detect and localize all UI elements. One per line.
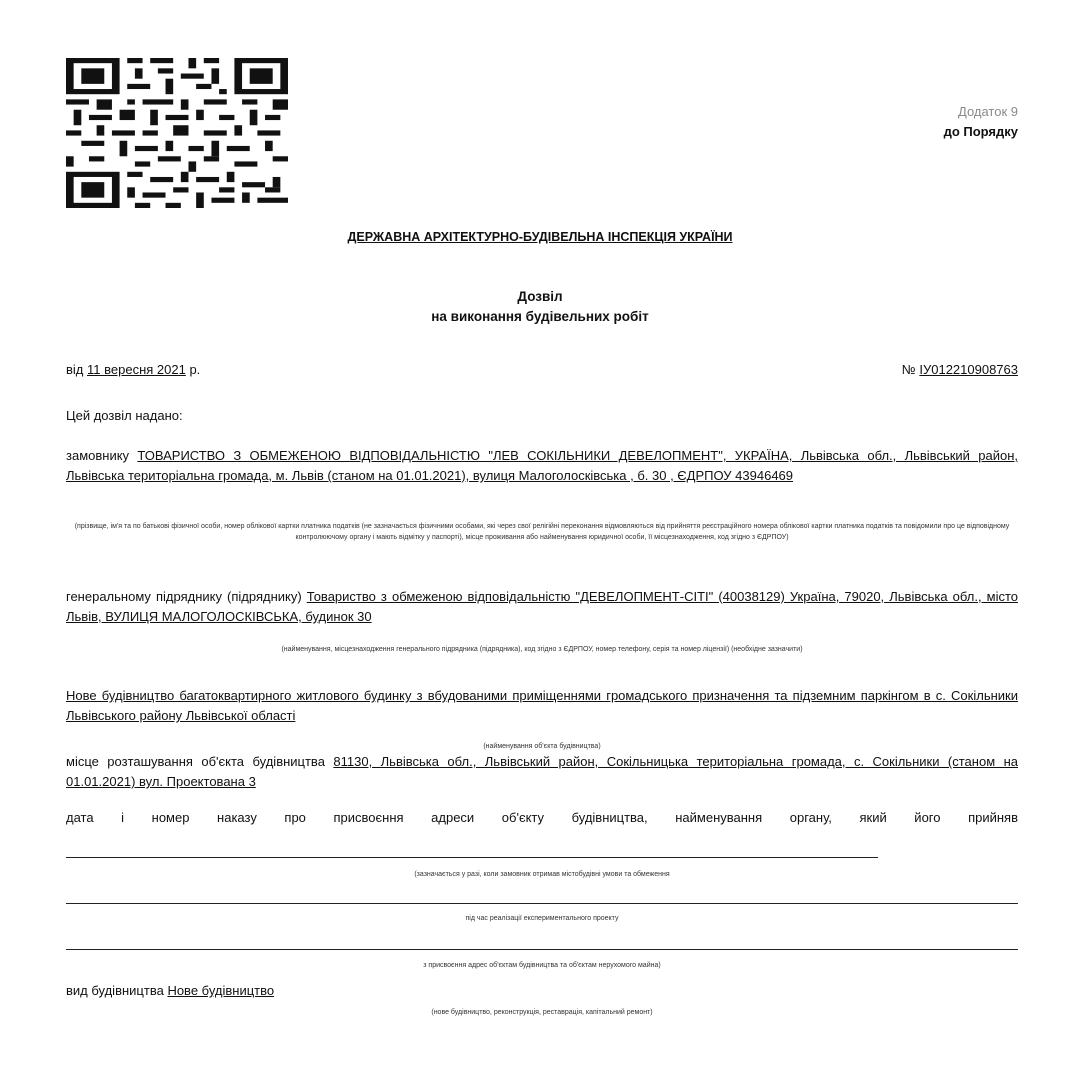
location-section [66, 752, 1018, 792]
location-label: місце розташування об'єкта будівництва [66, 754, 325, 769]
construction-type-note: (нове будівництво, реконструкція, реставрація, капітальний ремонт) [431, 1009, 653, 1016]
title-line-2: на виконання будівельних робіт [431, 309, 649, 324]
construction-type-value: Нове будівництво [167, 983, 275, 998]
experimental-note: під час реалізації експериментального проекту [465, 915, 619, 922]
document-title [0, 287, 1080, 327]
blank-line-3 [66, 949, 1018, 950]
contractor-note: (найменування, місцезнаходження генерального підрядника (підрядника), код згідно з ЄДРПОУ, номер телефону, серія та номер ліцензії) (необхідне зазначити) [281, 646, 803, 653]
location-value: 81130, Львівська обл., Львівський район, Сокільницька територіальна громада, с. Сокільники (станом на 01.01.2021) вул. Проектована 3 [66, 754, 1018, 789]
appendix-order: до Порядку [943, 124, 1018, 139]
appendix-number: Додаток 9 [958, 104, 1018, 119]
contractor-section [66, 587, 1018, 627]
permit-number-value: ІУ012210908763 [919, 362, 1018, 377]
permit-date-value: 11 вересня 2021 [87, 362, 186, 377]
qr-code [66, 58, 288, 208]
contractor-value: Товариство з обмеженою відповідальністю "ДЕВЕЛОПМЕНТ-СІТІ" (40038129) Україна, 79020, Львівська обл., місто Львів, ВУЛИЦЯ МАЛОГОЛОСКІВСЬКА, будинок 30 [66, 589, 1018, 624]
permit-number: № ІУ012210908763 [901, 362, 1018, 377]
conditions-note: (зазначається у разі, коли замовник отримав містобудівні умови та обмеження [414, 871, 670, 878]
customer-value: ТОВАРИСТВО З ОБМЕЖЕНОЮ ВІДПОВІДАЛЬНІСТЮ "ЛЕВ СОКІЛЬНИКИ ДЕВЕЛОПМЕНТ", УКРАЇНА, Львівська обл., Львівський район, Львівська територіальна громада, м. Львів (станом на 01.01.2021), вулиця Малоголосківська , б. 30 , ЄДРПОУ 43946469 [66, 448, 1019, 483]
customer-section [66, 446, 1018, 486]
address-order-section: дата і номер наказу про присвоєння адреси об'єкту будівництва, найменування органу, який його прийняв [66, 810, 1018, 825]
object-section [66, 686, 1018, 726]
object-name: Нове будівництво багатоквартирного житлового будинку з вбудованими приміщеннями громадського призначення та підземним паркінгом в с. Сокільники Львівського району Львівської області [66, 688, 1018, 723]
blank-line-2 [66, 903, 1018, 904]
construction-type-label: вид будівництва [66, 983, 164, 998]
addresses-note: з присвоєння адрес об'єктам будівництва та об'єктам нерухомого майна) [423, 962, 661, 969]
date-number-row [66, 362, 1018, 377]
permit-date: від 11 вересня 2021 р. [66, 362, 201, 377]
object-note: (найменування об'єкта будівництва) [483, 743, 601, 750]
title-line-1: Дозвіл [517, 289, 563, 304]
construction-type-section [66, 983, 1018, 998]
issued-label: Цей дозвіл надано: [66, 408, 183, 423]
customer-label: замовнику [66, 448, 130, 463]
blank-line-1 [66, 857, 878, 858]
agency-name: ДЕРЖАВНА АРХІТЕКТУРНО-БУДІВЕЛЬНА ІНСПЕКЦІЯ УКРАЇНИ [347, 230, 733, 244]
customer-note: (прізвище, ім'я та по батькові фізичної особи, номер облікової картки платника податків (не зазначається фізичними особами, які через свої релігійні переконання відмовляються від прийняття реєстраційного номера облікової картки платника податків та повідомили про це відповідному контролюючому органу і мають відмітку у паспорті), місце проживання або найменування юридичної особи, її місцезнаходження, код згідно з ЄДРПОУ) [74, 523, 1010, 541]
contractor-label: генеральному підряднику (підряднику) [66, 589, 302, 604]
appendix-reference [944, 102, 1018, 142]
